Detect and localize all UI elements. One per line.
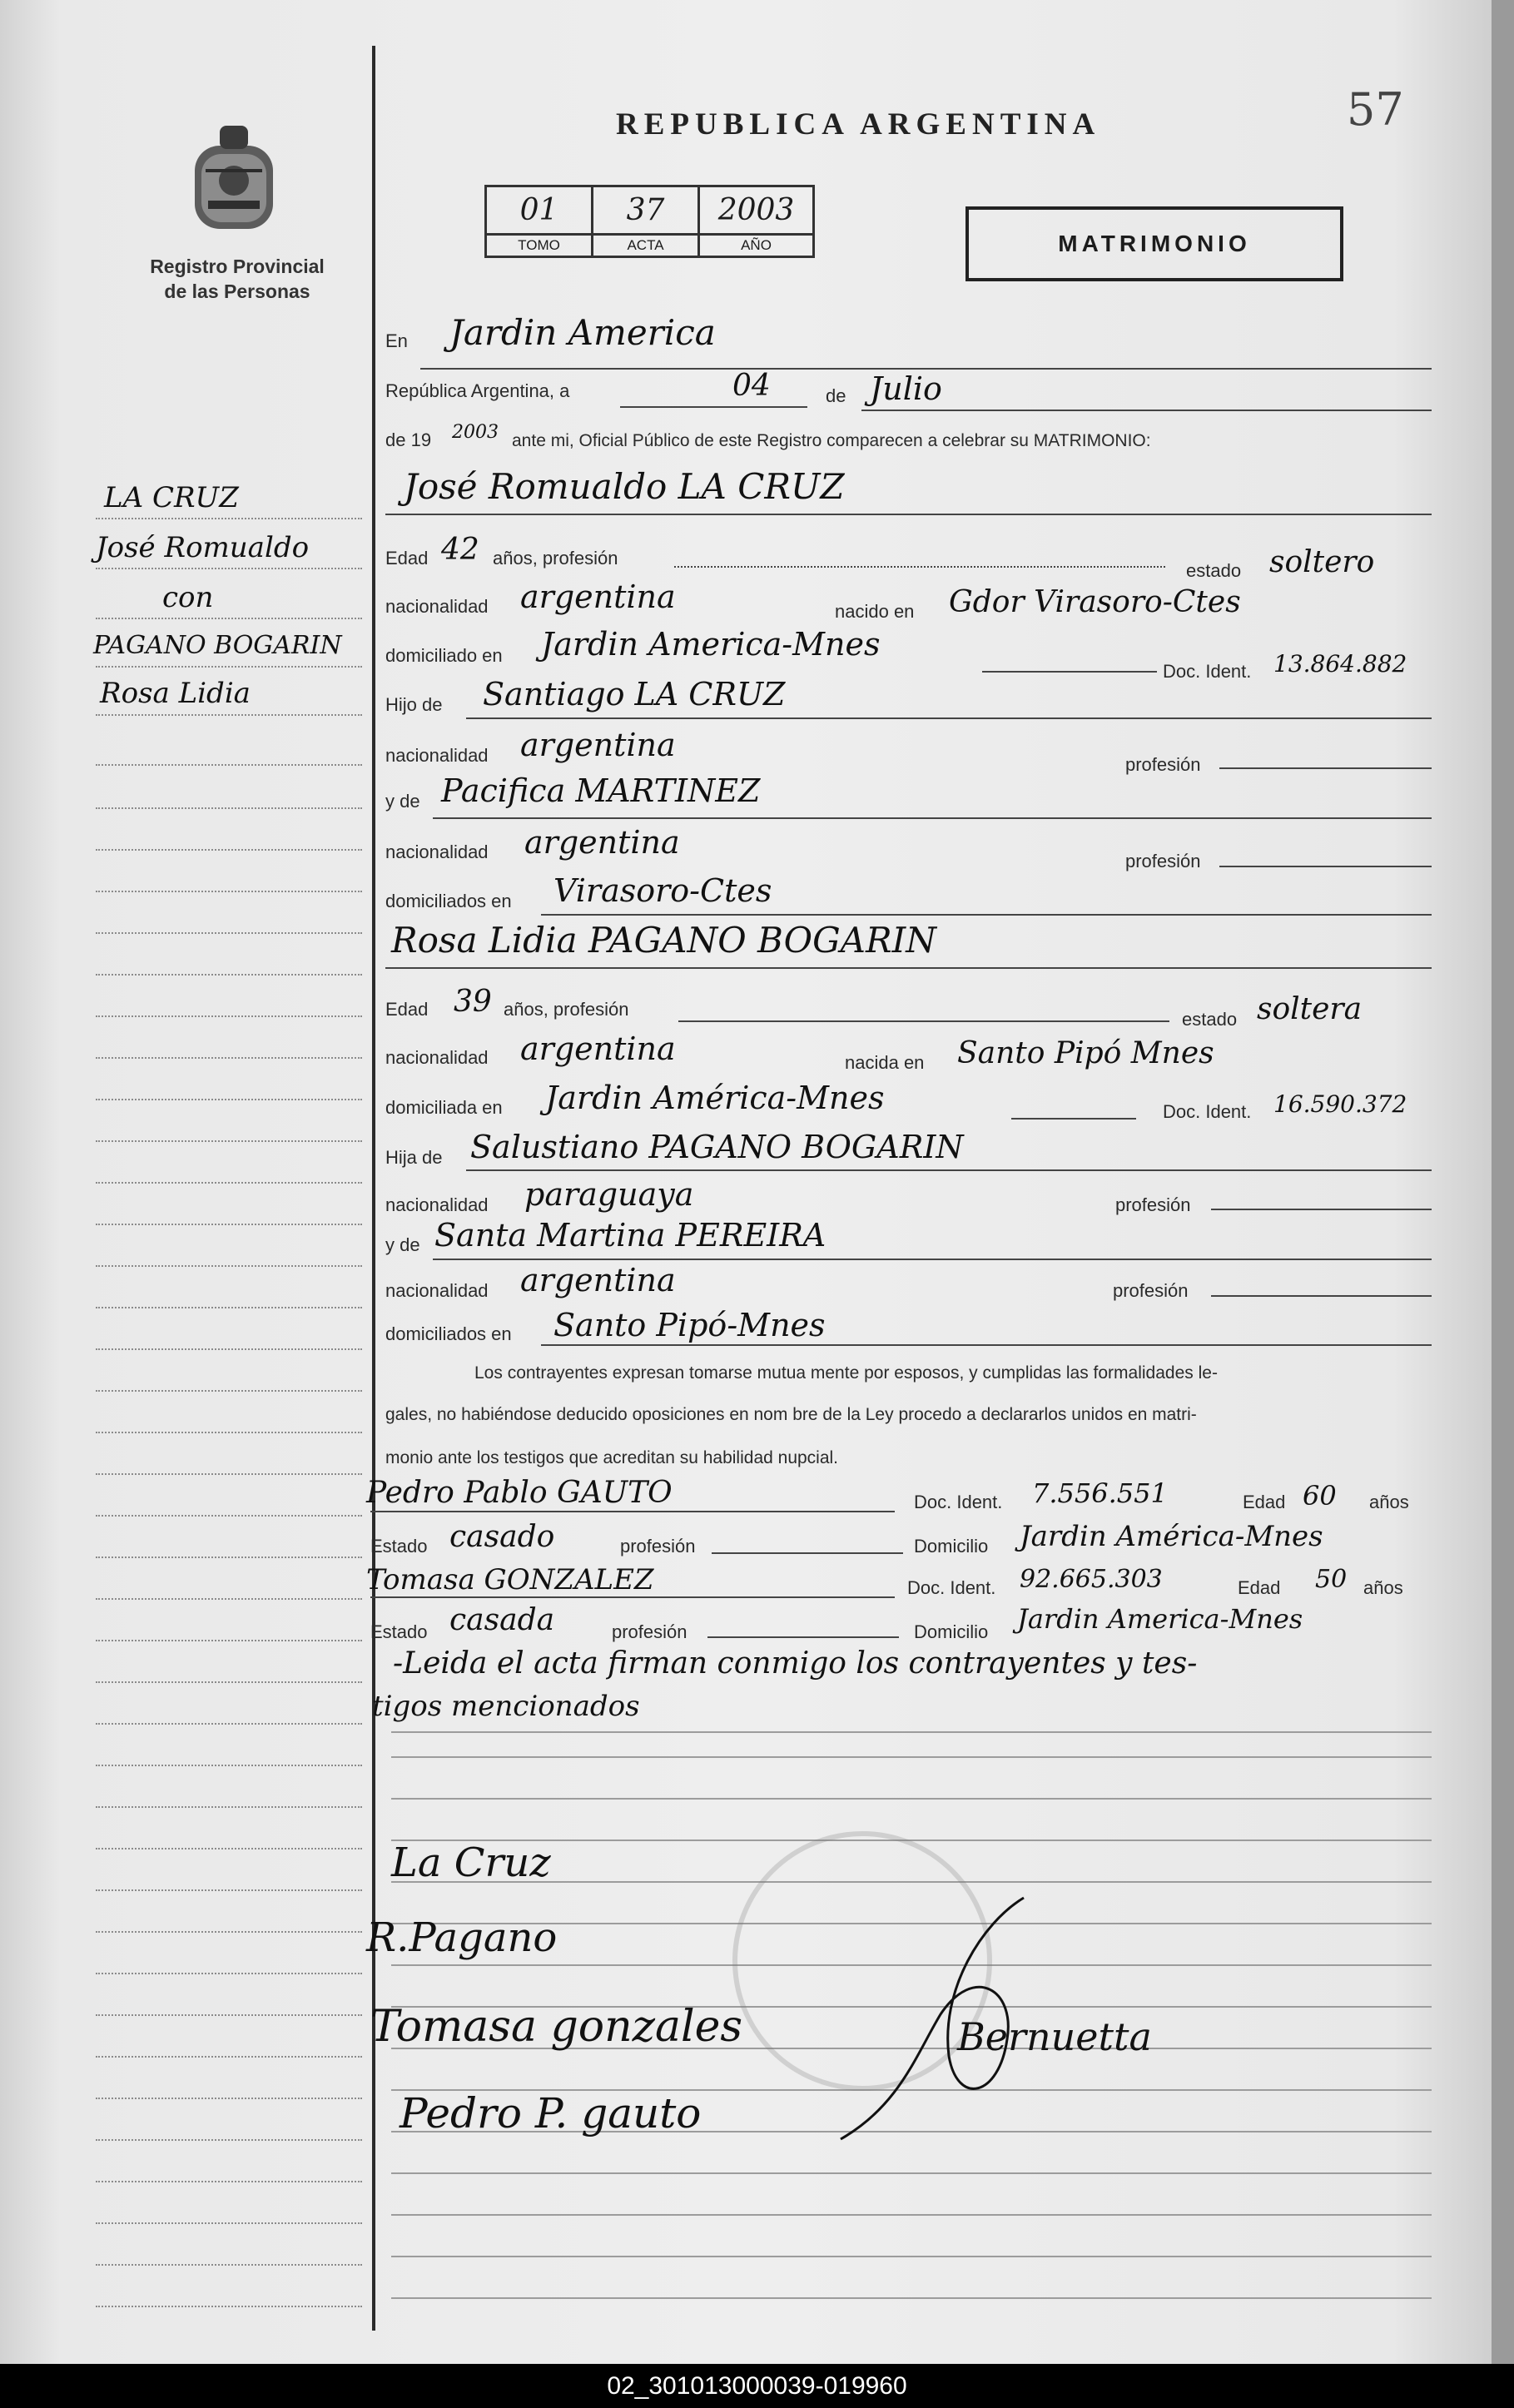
month-value: Julio: [870, 370, 942, 407]
margin-rule: [96, 1931, 362, 1933]
bride-mother-prof-label: profesión: [1113, 1280, 1189, 1301]
bride-name-line: [385, 967, 1432, 969]
witness2-edad-label: Edad: [1238, 1577, 1281, 1598]
groom-mother-prof-label: profesión: [1125, 851, 1201, 871]
margin-rule: [96, 618, 362, 619]
bride-father-prof-line: [1211, 1209, 1432, 1210]
groom-dom-line: [982, 671, 1157, 673]
province-coat-of-arms-icon: [185, 121, 283, 237]
groom-nac-label: nacionalidad: [385, 596, 489, 617]
groom-estado: soltero: [1269, 545, 1375, 579]
bride-mother-prof-line: [1211, 1295, 1432, 1297]
margin-rule: [96, 1557, 362, 1558]
bride-mother-nac-label: nacionalidad: [385, 1280, 489, 1301]
scan-identifier: 02_301013000039-019960: [0, 2364, 1514, 2408]
bride-nacida-label: nacida en: [845, 1052, 925, 1073]
ruled-line: [391, 1756, 1432, 1758]
margin-rule: [96, 1057, 362, 1059]
groom-father-nac-label: nacionalidad: [385, 745, 489, 766]
bride-dom-label: domiciliada en: [385, 1097, 503, 1118]
day-line: [620, 406, 807, 408]
groom-parents-dom-label: domiciliados en: [385, 891, 512, 911]
bride-parents-dom-label: domiciliados en: [385, 1323, 512, 1344]
declaration-line-1: Los contrayentes expresan tomarse mutua mente por esposos, y cumplidas las formalidades le-: [474, 1363, 1218, 1383]
margin-rule: [96, 2264, 362, 2266]
groom-father-prof-line: [1219, 767, 1432, 769]
bride-nac-label: nacionalidad: [385, 1047, 489, 1068]
groom-name: José Romualdo LA CRUZ: [404, 466, 845, 507]
margin-rule: [96, 807, 362, 809]
day-value: 04: [732, 369, 771, 403]
margin-rule: [96, 1889, 362, 1891]
ano-value: 2003: [699, 186, 814, 235]
witness2-prof-line: [707, 1636, 899, 1638]
groom-age: 42: [441, 533, 479, 567]
witness2-name-line: [370, 1596, 895, 1598]
country-heading: REPUBLICA ARGENTINA: [616, 107, 1101, 142]
ano-label: AÑO: [699, 235, 814, 257]
declaration-line-2: gales, no habiéndose deducido oposiciones en nom bre de la Ley procedo a declararlos unidos en matri-: [385, 1405, 1197, 1424]
margin-rule: [96, 1473, 362, 1475]
groom-mother-prof-line: [1219, 866, 1432, 867]
margin-rule: [96, 1390, 362, 1392]
margin-rule: [96, 2181, 362, 2182]
de-label: de: [826, 385, 846, 406]
witness1-estado-label: Estado: [370, 1536, 428, 1557]
margin-rule: [96, 568, 362, 569]
margin-rule: [96, 1140, 362, 1142]
groom-mother-nac-label: nacionalidad: [385, 842, 489, 862]
page-binding-edge: [1492, 0, 1514, 2364]
witness1-edad: 60: [1303, 1480, 1337, 1512]
declaration-line-3: monio ante los testigos que acreditan su habilidad nupcial.: [385, 1448, 839, 1467]
document-type-box: MATRIMONIO: [965, 206, 1343, 281]
margin-rule: [96, 1432, 362, 1433]
groom-mother-label: y de: [385, 791, 420, 812]
bride-parents-dom-line: [541, 1344, 1432, 1346]
registry-caption-line2: de las Personas: [164, 281, 310, 302]
bride-prof-line: [678, 1020, 1169, 1022]
margin-rule: [96, 1723, 362, 1725]
bride-mother: Santa Martina PEREIRA: [434, 1217, 826, 1254]
margin-note-bride-surname: PAGANO BOGARIN: [93, 631, 342, 660]
bride-mother-nac: argentina: [520, 1262, 676, 1298]
witness2-doc-label: Doc. Ident.: [907, 1577, 996, 1598]
witness1-doc: 7.556.551: [1032, 1477, 1168, 1509]
groom-father-prof-label: profesión: [1125, 754, 1201, 775]
margin-rule: [96, 1348, 362, 1350]
margin-rule: [96, 1848, 362, 1849]
record-number-table: [484, 185, 815, 258]
witness1-prof-label: profesión: [620, 1536, 696, 1557]
signature-bride: R.Pagano: [366, 1914, 558, 1961]
witness2-doc: 92.665.303: [1020, 1565, 1163, 1594]
groom-parents-dom-line: [541, 914, 1432, 916]
intro-text: ante mi, Oficial Público de este Registro comparecen a celebrar su MATRIMONIO:: [512, 431, 1151, 450]
ruled-line: [391, 1731, 1432, 1733]
margin-rule: [96, 666, 362, 668]
witness1-dom-label: Domicilio: [914, 1536, 989, 1557]
margin-rule: [96, 1015, 362, 1017]
witness1-name: Pedro Pablo GAUTO: [366, 1476, 673, 1510]
witness2-prof-label: profesión: [612, 1621, 688, 1642]
witness2-name: Tomasa GONZALEZ: [366, 1563, 654, 1596]
signature-witness-2: Tomasa gonzales: [370, 2002, 743, 2052]
margin-rule: [96, 1681, 362, 1683]
ruled-line: [391, 1798, 1432, 1800]
closing-line-2: tigos mencionados: [372, 1690, 640, 1723]
groom-domicilio: Jardin America-Mnes: [541, 626, 881, 663]
republica-label: República Argentina, a: [385, 380, 570, 401]
margin-rule: [96, 1265, 362, 1267]
margin-rule: [96, 1973, 362, 1974]
bride-prof-label: años, profesión: [504, 999, 629, 1020]
margin-rule: [96, 1806, 362, 1808]
ruled-line: [391, 2214, 1432, 2216]
margin-rule: [96, 974, 362, 976]
margin-rule: [96, 1598, 362, 1600]
groom-mother-nac: argentina: [524, 824, 680, 861]
bride-age-label: Edad: [385, 999, 429, 1020]
registry-caption-line1: Registro Provincial: [150, 256, 325, 277]
margin-rule: [96, 1765, 362, 1766]
margin-rule: [96, 1182, 362, 1184]
place-value: Jardin America: [449, 312, 716, 353]
month-line: [861, 410, 1432, 411]
witness2-edad: 50: [1315, 1565, 1348, 1594]
page-number: 57: [1347, 83, 1404, 136]
year-prefix: de 19: [385, 429, 432, 450]
margin-rule: [96, 1515, 362, 1517]
acta-value: 37: [593, 186, 699, 235]
margin-rule: [96, 2056, 362, 2058]
witness2-estado: casada: [449, 1603, 555, 1637]
margin-rule: [96, 714, 362, 716]
groom-nacionalidad: argentina: [520, 578, 676, 615]
witness1-anos-label: años: [1369, 1492, 1409, 1512]
margin-rule: [96, 2139, 362, 2141]
margin-note-bride-name: Rosa Lidia: [100, 677, 251, 710]
witness2-domicilio: Jardin America-Mnes: [1017, 1603, 1303, 1635]
bride-estado-label: estado: [1182, 1009, 1238, 1030]
witness2-anos-label: años: [1363, 1577, 1403, 1598]
groom-father-label: Hijo de: [385, 694, 443, 715]
margin-rule: [96, 891, 362, 892]
groom-nacido-label: nacido en: [835, 601, 915, 622]
bride-dom-line: [1011, 1118, 1136, 1120]
bride-nacionalidad: argentina: [520, 1030, 676, 1067]
groom-prof-line: [674, 566, 1165, 568]
ruled-line: [391, 2172, 1432, 2174]
groom-mother: Pacifica MARTINEZ: [441, 772, 761, 809]
groom-name-line: [385, 514, 1432, 515]
bride-mother-line: [433, 1259, 1432, 1260]
closing-line-1: -Leida el acta firman conmigo los contrayentes y tes-: [393, 1646, 1198, 1681]
margin-rule: [96, 2098, 362, 2099]
margin-divider: [372, 46, 375, 2331]
ruled-line: [391, 2256, 1432, 2257]
year-value: 2003: [452, 422, 499, 443]
margin-rule: [96, 932, 362, 934]
bride-father: Salustiano PAGANO BOGARIN: [470, 1129, 964, 1165]
witness1-name-line: [370, 1511, 895, 1512]
groom-prof-label: años, profesión: [493, 548, 618, 568]
groom-father-nac: argentina: [520, 727, 676, 763]
groom-nacido: Gdor Virasoro-Ctes: [949, 585, 1241, 619]
bride-nacida: Santo Pipó Mnes: [957, 1036, 1214, 1070]
registry-caption: [125, 254, 350, 304]
groom-estado-label: estado: [1186, 560, 1242, 581]
signature-witness-1: Pedro P. gauto: [400, 2089, 702, 2137]
bride-doc: 16.590.372: [1273, 1090, 1407, 1118]
margin-rule: [96, 2306, 362, 2307]
bride-name: Rosa Lidia PAGANO BOGARIN: [391, 920, 936, 961]
margin-note-con: con: [162, 581, 214, 614]
groom-parents-dom: Virasoro-Ctes: [553, 872, 772, 909]
bride-father-line: [466, 1169, 1432, 1171]
groom-dom-label: domiciliado en: [385, 645, 503, 666]
margin-rule: [96, 1640, 362, 1641]
bride-doc-label: Doc. Ident.: [1163, 1101, 1252, 1122]
margin-rule: [96, 1224, 362, 1225]
witness1-prof-line: [712, 1552, 903, 1554]
en-label: En: [385, 330, 408, 351]
tomo-value: 01: [486, 186, 593, 235]
bride-parents-dom: Santo Pipó-Mnes: [553, 1307, 826, 1343]
bride-father-nac-label: nacionalidad: [385, 1194, 489, 1215]
margin-rule: [96, 2222, 362, 2224]
groom-father-line: [466, 717, 1432, 719]
witness1-domicilio: Jardin América-Mnes: [1020, 1520, 1323, 1553]
witness2-estado-label: Estado: [370, 1621, 428, 1642]
groom-doc: 13.864.882: [1273, 650, 1407, 678]
margin-rule: [96, 1099, 362, 1100]
groom-age-label: Edad: [385, 548, 429, 568]
margin-rule: [96, 1307, 362, 1308]
groom-father: Santiago LA CRUZ: [483, 676, 786, 712]
margin-note-surname: LA CRUZ: [104, 481, 239, 514]
margin-rule: [96, 518, 362, 519]
bride-father-nac: paraguaya: [524, 1176, 694, 1213]
signature-groom: La Cruz: [391, 1840, 551, 1886]
bride-age: 39: [454, 985, 492, 1019]
bride-father-prof-label: profesión: [1115, 1194, 1191, 1215]
witness1-edad-label: Edad: [1243, 1492, 1286, 1512]
witness2-dom-label: Domicilio: [914, 1621, 989, 1642]
margin-rule: [96, 764, 362, 766]
officer-signature-flourish: [832, 1889, 1115, 2156]
bride-mother-label: y de: [385, 1234, 420, 1255]
margin-rule: [96, 849, 362, 851]
signature-officer: Bernuetta: [957, 2014, 1152, 2059]
margin-note-groom-name: José Romualdo: [96, 531, 310, 564]
ruled-line: [391, 2297, 1432, 2299]
groom-doc-label: Doc. Ident.: [1163, 661, 1252, 682]
bride-father-label: Hija de: [385, 1147, 443, 1168]
place-line: [420, 368, 1432, 370]
witness1-estado: casado: [449, 1520, 555, 1554]
bride-domicilio: Jardin América-Mnes: [545, 1080, 885, 1116]
witness1-doc-label: Doc. Ident.: [914, 1492, 1003, 1512]
acta-label: ACTA: [593, 235, 699, 257]
bride-estado: soltera: [1257, 992, 1363, 1026]
groom-mother-line: [433, 817, 1432, 819]
margin-rule: [96, 2014, 362, 2016]
tomo-label: TOMO: [486, 235, 593, 257]
